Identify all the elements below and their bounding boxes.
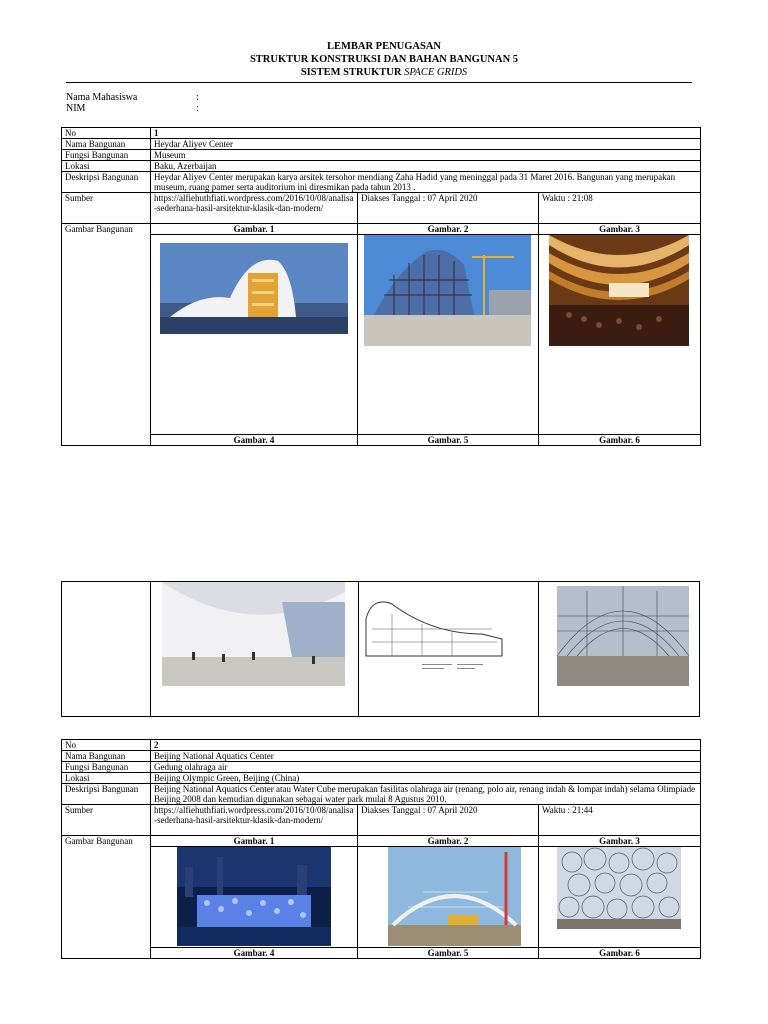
- image-row-continuation: [61, 581, 700, 717]
- caption-gambar-6: Gambar. 6: [539, 948, 701, 959]
- header-divider: [66, 82, 692, 83]
- value-fungsi: Gedung olahraga air: [151, 762, 701, 773]
- photo-heydar-spaceframe: [557, 586, 689, 686]
- label-deskripsi: Deskripsi Bangunan: [62, 172, 151, 193]
- row-fungsi: [62, 762, 701, 773]
- label-fungsi: Fungsi Bangunan: [62, 150, 151, 161]
- student-nim-row: [66, 103, 199, 114]
- row-caption-top: [62, 224, 701, 235]
- row-no: [62, 128, 701, 139]
- label-sumber: Sumber: [62, 805, 151, 836]
- caption-gambar-5: Gambar. 5: [358, 948, 539, 959]
- caption-gambar-4: Gambar. 4: [151, 948, 358, 959]
- caption-gambar-3: Gambar. 3: [539, 836, 701, 847]
- value-no: 2: [151, 740, 701, 751]
- row-deskripsi: [62, 784, 701, 805]
- label-nama: Nama Bangunan: [62, 751, 151, 762]
- caption-gambar-5: Gambar. 5: [358, 435, 539, 446]
- value-nama: Heydar Aliyev Center: [151, 139, 701, 150]
- photo-heydar-exterior: [160, 243, 348, 334]
- value-diakses: Diakses Tanggal : 07 April 2020: [358, 805, 539, 836]
- row-caption-bottom: [62, 435, 701, 446]
- doc-course: STRUKTUR KONSTRUKSI DAN BAHAN BANGUNAN 5: [249, 54, 519, 65]
- doc-topic: SISTEM STRUKTUR SPACE GRIDS: [300, 67, 468, 78]
- photo-heydar-auditorium: [549, 235, 689, 346]
- label-gambar: Gambar Bangunan: [62, 224, 151, 446]
- source-link[interactable]: https://alfiehuthfiati.wordpress.com/2016/10/08/analisa-sederhana-hasil-arsitektur-klasik-dan-modern/: [151, 805, 358, 836]
- document-header: [0, 40, 768, 79]
- student-name-label: Nama Mahasiswa: [66, 92, 138, 103]
- label-lokasi: Lokasi: [62, 161, 151, 172]
- row-lokasi: [62, 161, 701, 172]
- photo-watercube-structure: [557, 847, 681, 929]
- doc-title: LEMBAR PENUGASAN: [326, 41, 442, 52]
- entry-table-2: [61, 739, 701, 959]
- value-deskripsi: Heydar Aliyev Center merupakan karya arsitek tersohor mendiang Zaha Hadid yang meninggal pada 31 Maret 2016. Bangunan yang merupakan museum, ruang pamer serta auditorium ini diresmikan pada tahun 2013 .: [151, 172, 701, 193]
- row-images: [62, 847, 701, 948]
- caption-gambar-1: Gambar. 1: [151, 224, 358, 235]
- image-cell-1: [151, 847, 358, 948]
- photo-heydar-construction: [364, 235, 531, 346]
- row-caption-top: [62, 836, 701, 847]
- drawing-heydar-section: [362, 584, 505, 684]
- row-sumber: [62, 193, 701, 224]
- row-no: [62, 740, 701, 751]
- caption-gambar-4: Gambar. 4: [151, 435, 358, 446]
- student-nim-colon: :: [196, 103, 199, 114]
- value-no: 1: [151, 128, 701, 139]
- row-nama: [62, 139, 701, 150]
- photo-heydar-interior: [162, 582, 345, 686]
- student-nim-label: NIM: [66, 103, 86, 114]
- image-cell-3: [539, 847, 701, 948]
- student-name-colon: :: [196, 92, 199, 103]
- label-gambar: Gambar Bangunan: [62, 836, 151, 959]
- image-cell-2: [358, 847, 539, 948]
- row-nama: [62, 751, 701, 762]
- label-no: No: [62, 740, 151, 751]
- row-deskripsi: [62, 172, 701, 193]
- label-lokasi: Lokasi: [62, 773, 151, 784]
- entry-table-1: [61, 127, 701, 446]
- caption-gambar-2: Gambar. 2: [358, 836, 539, 847]
- student-name-row: [66, 92, 199, 103]
- image-cell-2: [358, 235, 539, 435]
- row-images: [62, 235, 701, 435]
- photo-watercube-night: [177, 847, 331, 946]
- image-cell-3: [539, 235, 701, 435]
- value-diakses: Diakses Tanggal : 07 April 2020: [358, 193, 539, 224]
- source-link[interactable]: https://alfiehuthfiati.wordpress.com/2016/10/08/analisa-sederhana-hasil-arsitektur-klasik-dan-modern/: [151, 193, 358, 224]
- value-waktu: Waktu : 21:08: [539, 193, 701, 224]
- row-caption-bottom: [62, 948, 701, 959]
- row-lokasi: [62, 773, 701, 784]
- label-deskripsi: Deskripsi Bangunan: [62, 784, 151, 805]
- value-lokasi: Beijing Olympic Green, Beijing (China): [151, 773, 701, 784]
- image-cell-1: [151, 235, 358, 435]
- value-lokasi: Baku, Azerbaijan: [151, 161, 701, 172]
- caption-gambar-1: Gambar. 1: [151, 836, 358, 847]
- photo-watercube-construction: [388, 847, 521, 946]
- row-sumber: [62, 805, 701, 836]
- row-fungsi: [62, 150, 701, 161]
- label-sumber: Sumber: [62, 193, 151, 224]
- caption-gambar-3: Gambar. 3: [539, 224, 701, 235]
- value-nama: Beijing National Aquatics Center: [151, 751, 701, 762]
- label-nama: Nama Bangunan: [62, 139, 151, 150]
- value-deskripsi: Beijing National Aquatics Center atau Water Cube merupakan fasilitas olahraga air (renang, polo air, renang indah & lompat indah) selama Olimpiade Beijing 2008 dan kemudian digunakan sebagai water park mulai 8 Agustus 2010.: [151, 784, 701, 805]
- value-waktu: Waktu : 21:44: [539, 805, 701, 836]
- caption-gambar-6: Gambar. 6: [539, 435, 701, 446]
- label-no: No: [62, 128, 151, 139]
- label-fungsi: Fungsi Bangunan: [62, 762, 151, 773]
- caption-gambar-2: Gambar. 2: [358, 224, 539, 235]
- value-fungsi: Museum: [151, 150, 701, 161]
